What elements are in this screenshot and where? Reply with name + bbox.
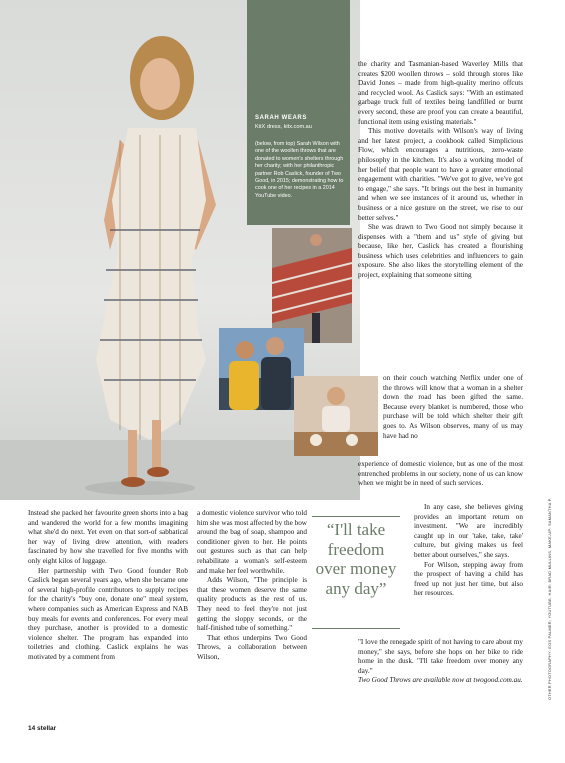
article-paragraph: That ethos underpins Two Good Throws, a collaboration between Wilson, <box>197 633 307 661</box>
article-paragraph: In any case, she believes giving provides an important return on investment. "We are incredibly caught up in our 'take, take, take' culture, but giving makes us feel better about ourselves," she says. <box>414 503 523 559</box>
article-paragraph: the charity and Tasmanian-based Waverley Mills that creates $200 woollen throws – sold through stores like David Jones – made from high-quality merino offcuts and recycled wool. As Caslick says: "With an estimated garbage truck full of textiles being landfilled or burnt every second, these are proof you can create a beautiful, functional item using existing materials." <box>358 60 523 126</box>
article-paragraph: Adds Wilson, "The principle is that these women deserve the same quality products as the rest of us. They need to feel they're not just getting the sloppy seconds, or the half-finished tube of something." <box>197 576 307 633</box>
article-column-middle <box>197 509 307 663</box>
inset-photo-cooking <box>294 376 378 456</box>
article-paragraph: a domestic violence survivor who told him she was most affected by the bow around the bag of soap, shampoo and conditioner given to her. He points out gestures such as that can help rehabilitate a woman's self-esteem and make her feel worthwhile. <box>197 509 307 575</box>
cooking-photo-illustration <box>294 376 378 456</box>
article-column-right-full <box>358 460 523 489</box>
article-paragraph: Her partnership with Two Good founder Rob Caslick began several years ago, when she became one of several high-profile contributors to supply recipes for the charity's "buy one, donate one" meal system, where companies such as American Express and NAB buy meals for events and conferences. For every meal they purchase, another is provided to a domestic violence shelter. The program has expanded into toiletries and clothing. Caslick explains he was motivated by a comment from <box>28 566 188 661</box>
partner-photo-illustration <box>219 328 304 410</box>
article-paragraph: This motive dovetails with Wilson's way of living and her latest project, a cookbook called Simplicious Flow, which encourages a nutritious, zero-waste philosophy in the kitchen. It's also a working model of her belief that people want to have a greater emotional engagement with charities. "We've got to give, we've got to engage," she says. "It brings out the best in humanity and when we see instances of it around us, whether in business or a nice gesture on the street, we rise to our better selves." <box>358 127 523 222</box>
article-column-right-bottom <box>414 503 523 599</box>
article-paragraph: experience of domestic violence, but as one of the most entrenched problems in our society, none of us can know when we might be in need of such services. <box>358 460 523 488</box>
caption-title: SARAH WEARS <box>255 115 307 121</box>
article-column-right-end <box>358 638 523 686</box>
photo-credit-vertical: OTHER PHOTOGRAPHY: EOS PALMER; YOUTUBE. HAIR: BRAD MULLINS. MAKE-UP: SAMANTHA P. <box>548 497 552 700</box>
article-paragraph: For Wilson, stepping away from the prospect of having a child has freed up not just her time, but also her resources. <box>414 560 523 598</box>
page-footer <box>28 725 56 732</box>
article-paragraph: Instead she packed her favourite green shorts into a bag and wandered the world for a few months imagining what she'd do next. Yet even on that sort-of sabbatical her way of living drew attention, with readers fascinated by how she travelled for five months with only eight kilos of luggage. <box>28 509 188 565</box>
page-number: 14 <box>28 725 36 732</box>
article-paragraph: "I love the renegade spirit of not having to care about my money," she says, before she hops on her bike to ride home in the dusk. "I'll take freedom over money any day." <box>358 638 523 675</box>
pullquote: “I'll take freedom over money any day” <box>315 520 397 598</box>
pullquote-rule-top <box>312 516 400 517</box>
article-column-right-wrap <box>383 374 523 441</box>
throw-photo-illustration <box>272 228 352 343</box>
article-paragraph: on their couch watching Netflix under one of the throws will know that a woman in a shelter down the road has been gifted the same. Because every blanket is numbered, those who purchase will be told which shelter their gift goes to. As Wilson observes, many of us may have had no <box>383 374 523 440</box>
photo-caption-box <box>247 0 350 225</box>
inset-photo-partner <box>219 328 304 410</box>
article-paragraph: She was drawn to Two Good not simply because it dispenses with a "them and us" style of giving but because, like her, Caslick has created a flourishing business which uses celebrities and influencers to gain exposure. She also likes the storytelling element of the project, explaining that someone sitting <box>358 223 523 280</box>
magazine-name: stellar <box>37 725 57 732</box>
caption-credit: KitX dress, kitx.com.au <box>255 124 312 130</box>
inset-photo-throw <box>272 228 352 343</box>
article-column-right-top <box>358 60 523 281</box>
pullquote-rule-bottom <box>312 628 400 629</box>
closing-note: Two Good Throws are available now at twogood.com.au. <box>358 676 523 685</box>
caption-text: (below, from top) Sarah Wilson with one of the woollen throws that are donated to women's shelters through her charity; with her philanthropic partner Rob Caslick, founder of Two Good, in 2015; demonstrating how to cook one of her recipes in a 2014 YouTube video. <box>255 141 344 199</box>
article-column-left <box>28 509 188 663</box>
